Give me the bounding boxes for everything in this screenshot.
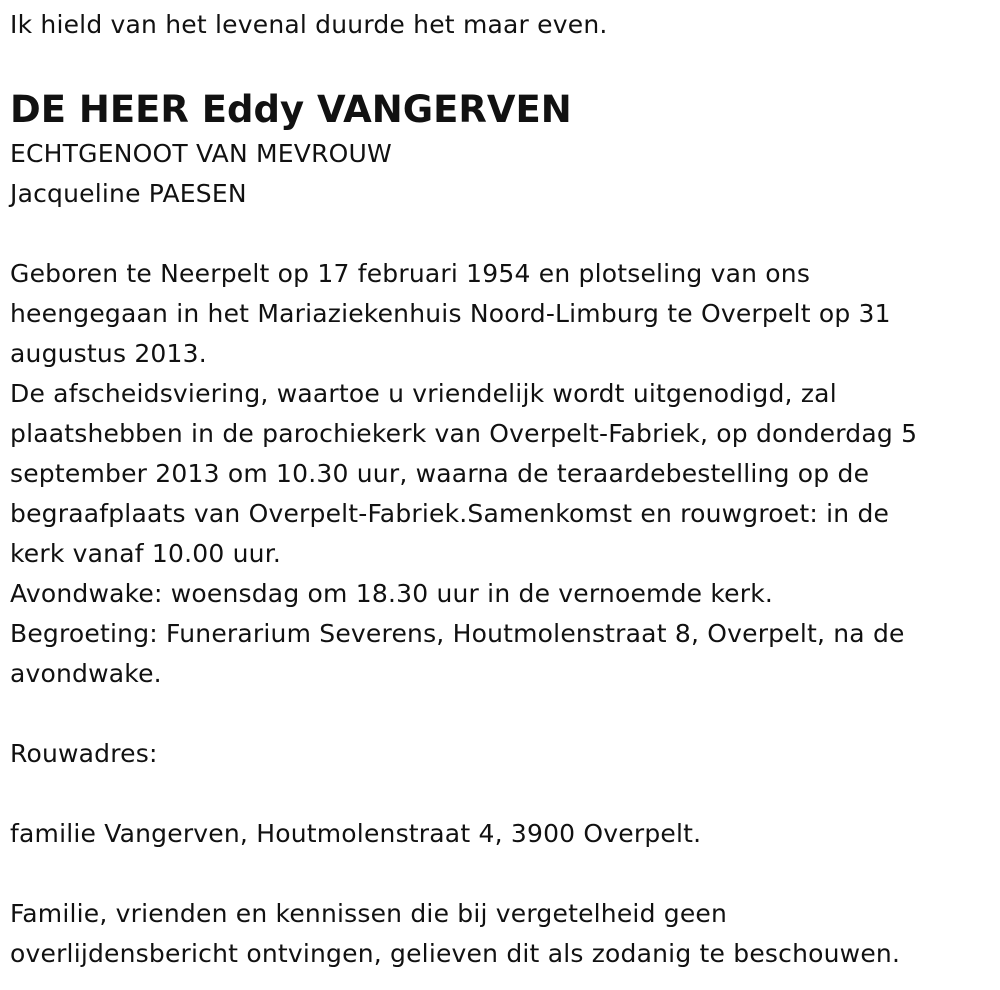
detail-line: Geboren te Neerpelt op 17 februari 1954 en plotseling van ons	[10, 259, 811, 288]
spacer	[10, 854, 985, 894]
spouse-name: Jacqueline PAESEN	[10, 179, 247, 208]
address-value: familie Vangerven, Houtmolenstraat 4, 3900 Overpelt.	[10, 819, 702, 848]
closing-line: overlijdensbericht ontvingen, gelieven dit als zodanig te beschouwen.	[10, 939, 901, 968]
spacer	[10, 694, 985, 734]
detail-line: kerk vanaf 10.00 uur.	[10, 539, 282, 568]
detail-line: augustus 2013.	[10, 339, 207, 368]
detail-line: avondwake.	[10, 659, 162, 688]
detail-line: De afscheidsviering, waartoe u vriendelijk wordt uitgenodigd, zal	[10, 379, 837, 408]
spacer	[10, 774, 985, 814]
detail-line: september 2013 om 10.30 uur, waarna de teraardebestelling op de	[10, 459, 870, 488]
closing-line: Familie, vrienden en kennissen die bij vergetelheid geen	[10, 899, 728, 928]
details-paragraph	[10, 254, 985, 694]
detail-line: heengegaan in het Mariaziekenhuis Noord-Limburg te Overpelt op 31	[10, 299, 891, 328]
detail-line: Avondwake: woensdag om 18.30 uur in de vernoemde kerk.	[10, 579, 774, 608]
obituary-document	[10, 0, 985, 974]
detail-line: Begroeting: Funerarium Severens, Houtmolenstraat 8, Overpelt, na de	[10, 619, 905, 648]
motto: Ik hield van het levenal duurde het maar even.	[10, 10, 608, 39]
closing-paragraph	[10, 894, 985, 974]
detail-line: plaatshebben in de parochiekerk van Overpelt-Fabriek, op donderdag 5	[10, 419, 918, 448]
detail-line: begraafplaats van Overpelt-Fabriek.Samenkomst en rouwgroet: in de	[10, 499, 890, 528]
deceased-name: DE HEER Eddy VANGERVEN	[10, 88, 572, 131]
spacer	[10, 214, 985, 254]
address-label: Rouwadres:	[10, 739, 158, 768]
spouse-title: ECHTGENOOT VAN MEVROUW	[10, 139, 392, 168]
